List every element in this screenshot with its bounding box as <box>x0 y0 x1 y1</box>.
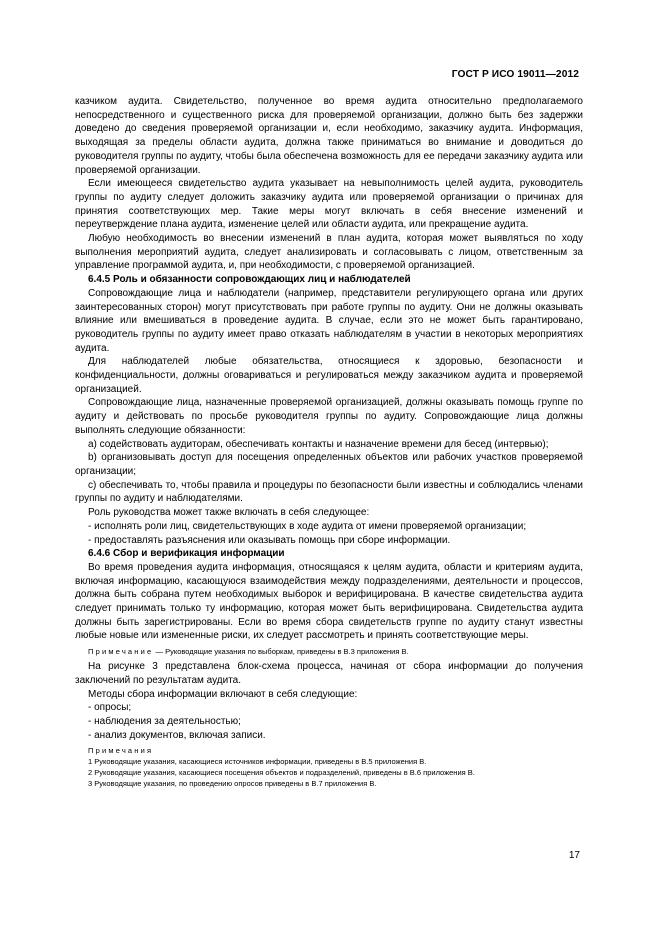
note-text: — Руководящие указания по выборкам, приведены в В.3 приложения В. <box>153 647 409 657</box>
list-item: - исполнять роли лиц, свидетельствующих в ходе аудита от имени проверяемой организации; <box>88 520 527 532</box>
list-item: b) организовывать доступ для посещения определенных объектов или рабочих участков проверяемой организации; <box>75 452 583 477</box>
paragraph: казчиком аудита. Свидетельство, полученное во время аудита относительно предполагаемого непосредственного и существенного риска для проверяемой организации, должно быть без задержки доведено до сведения проверяемой организации и, если необходимо, заказчику аудита. Информация, выходящая за пределы области аудита, должна также приниматься во внимание и доводиться до руководителя группы по аудиту, чтобы была обеспечена возможность для ее передачи заказчику аудита или проверяемой организации. <box>75 96 583 176</box>
paragraph: Сопровождающие лица, назначенные проверяемой организацией, должны оказывать помощь группе по аудиту и действовать по просьбе руководителя группы по аудиту. Сопровождающие лица должны выполнять следующие обязанности: <box>75 397 583 436</box>
note-item: 2 Руководящие указания, касающиеся посещения объектов и подразделений, приведены в В.6 приложения В. <box>88 768 475 778</box>
notes-heading: Примечания <box>88 746 154 756</box>
paragraph: Сопровождающие лица и наблюдатели (например, представители регулирующего органа или других заинтересованных сторон) могут присутствовать при работе группы по аудиту. Они не должны оказывать влияние или вмешиваться в проведение аудита. В случае, если это не может быть гарантировано, руководитель группы по аудиту имеет право отказать наблюдателям в участии в некоторых мероприятиях аудита. <box>75 287 583 354</box>
paragraph: Во время проведения аудита информация, относящаяся к целям аудита, области и критериям аудита, включая информацию, касающуюся взаимодействия между подразделениями, деятельности и процессов, должна быть собрана путем необходимых выборок и верифицирована. В качестве свидетельства аудита следует принимать только ту информацию, которая может быть верифицирована. Свидетельства аудита должны быть зарегистрированы. Если во время сбора свидетельств группе по аудиту станут известны любые новые или измененные риски, их следует рассмотреть и принять соответствующие меры. <box>75 561 583 642</box>
note-item: 3 Руководящие указания, по проведению опросов приведены в В.7 приложения В. <box>88 779 377 789</box>
paragraph: Любую необходимость во внесении изменений в план аудита, которая может выявляться по ходу выполнения мероприятий аудита, следует анализировать и согласовывать с лицом, ответственным за управление программой аудита, и, при необходимости, с проверяемой организацией. <box>75 233 583 272</box>
note-label: Примечание <box>88 647 154 657</box>
note <box>75 646 583 657</box>
page-number: 17 <box>568 850 580 861</box>
paragraph: Методы сбора информации включают в себя следующие: <box>88 688 358 700</box>
list-item: - наблюдения за деятельностью; <box>88 715 241 727</box>
section-heading-6-4-5: 6.4.5 Роль и обязанности сопровождающих лиц и наблюдателей <box>88 274 411 286</box>
list-item: а) содействовать аудиторам, обеспечивать контакты и назначение времени для бесед (интервью); <box>88 438 549 450</box>
list-item: - опросы; <box>88 702 132 714</box>
standard-header: ГОСТ Р ИСО 19011—2012 <box>451 69 579 80</box>
list-item: - предоставлять разъяснения или оказывать помощь при сборе информации. <box>88 534 451 546</box>
body-text <box>75 95 583 789</box>
paragraph: На рисунке 3 представлена блок-схема процесса, начиная от сбора информации до получения заключений по результатам аудита. <box>75 661 583 686</box>
list-item: с) обеспечивать то, чтобы правила и процедуры по безопасности были известны и соблюдались членами группы по аудиту и наблюдателями. <box>75 479 583 505</box>
section-heading-6-4-6: 6.4.6 Сбор и верификация информации <box>88 548 285 560</box>
list-item: - анализ документов, включая записи. <box>88 729 266 741</box>
paragraph: Роль руководства может также включать в себя следующее: <box>88 507 370 519</box>
paragraph: Если имеющееся свидетельство аудита указывает на невыполнимость целей аудита, руководитель группы по аудиту следует доложить заказчику аудита или проверяемой организации о причинах для принятия соответствующих мер. Такие меры могут включать в себя внесение изменений и переутверждение плана аудита, изменение целей или области аудита, или прекращение аудита. <box>75 178 583 231</box>
paragraph: Для наблюдателей любые обязательства, относящиеся к здоровью, безопасности и конфиденциальности, должны оговариваться и регулироваться между заказчиком аудита и проверяемой организацией. <box>75 356 583 395</box>
note-item: 1 Руководящие указания, касающиеся источников информации, приведены в В.5 приложения В. <box>88 757 427 767</box>
